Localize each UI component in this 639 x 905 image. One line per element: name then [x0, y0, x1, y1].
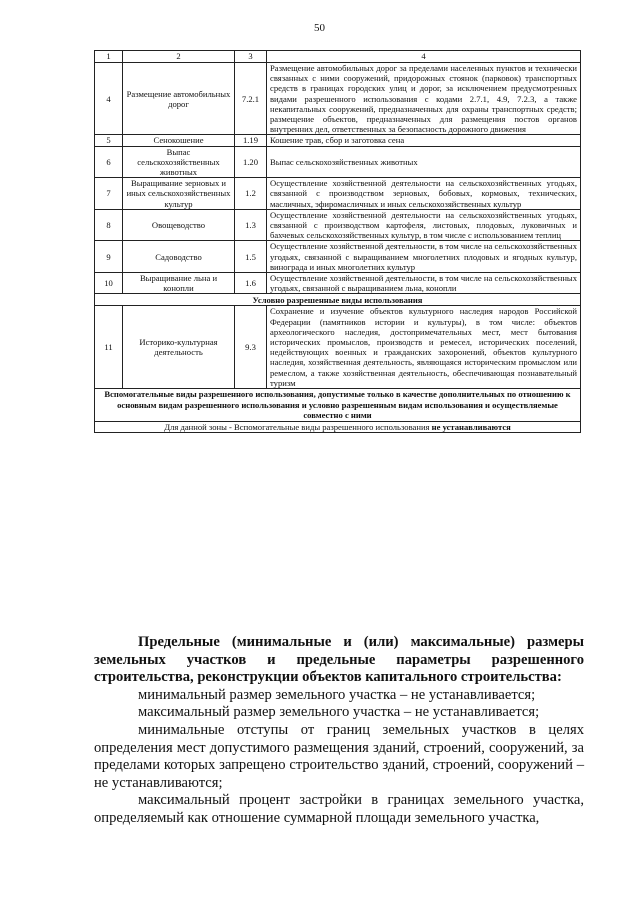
- use-type-code: 1.5: [235, 241, 267, 273]
- table-row: [95, 63, 581, 135]
- use-type-description: Сохранение и изучение объектов культурного наследия народов Российской Федерации (памятников истории и культуры), в том числе: объектов археологического наследия, достопримечательных мест, мест бытования исторических промыслов, производств и ремесел, исторических поселений, недействующих военных и гражданских захоронений, объектов культурного наследия, хозяйственная деятельность, являющаяся историческим промыслом или ремеслом, а также хозяйственная деятельность, обеспечивающая познавательный туризм: [267, 306, 581, 389]
- table-row: [95, 135, 581, 146]
- land-use-table: [94, 50, 581, 433]
- section-row-conditional: [95, 294, 581, 306]
- body-text: [94, 634, 584, 828]
- use-type-description: Осуществление хозяйственной деятельности на сельскохозяйственных угодьях, связанной с производством зерновых, бобовых, кормовых, технических, масличных, эфиромасличных и иных сельскохозяйственных культур: [267, 178, 581, 210]
- row-number: 11: [95, 306, 123, 389]
- zone-note: [95, 421, 581, 432]
- use-type-code: 1.2: [235, 178, 267, 210]
- use-type-description: Осуществление хозяйственной деятельности, в том числе на сельскохозяйственных угодьях, связанной с выращиванием льна, конопли: [267, 273, 581, 294]
- row-number: 10: [95, 273, 123, 294]
- table-header-row: [95, 51, 581, 63]
- use-type-description: Осуществление хозяйственной деятельности, в том числе на сельскохозяйственных угодьях, связанной с выращиванием многолетних плодовых и ягодных культур, винограда и иных многолетних культур: [267, 241, 581, 273]
- use-type-code: 9.3: [235, 306, 267, 389]
- page-number: 50: [314, 22, 325, 34]
- paragraph: минимальный размер земельного участка – не устанавливается;: [138, 686, 536, 703]
- table-row: [95, 178, 581, 210]
- section-row-auxiliary: [95, 389, 581, 422]
- use-type-description: Размещение автомобильных дорог за пределами населенных пунктов и технически связанных с ними сооружений, придорожных стоянок (парковок) транспортных средств в границах городских улиц и дорог, за исключением предусмотренных видами разрешенного использования с кодами 2.7.1, 4.9, 7.2.3, а также некапитальных сооружений, предназначенных для охраны транспортных средств; размещение объектов, предназначенных для размещения постов органов внутренних дел, ответственных за безопасность дорожного движения: [267, 63, 581, 135]
- table-row: [95, 241, 581, 273]
- use-type-name: Выращивание зерновых и иных сельскохозяйственных культур: [123, 178, 235, 210]
- paragraph: максимальный процент застройки в границах земельного участка, определяемый как отношение суммарной площади земельного участка,: [94, 792, 584, 826]
- section-title-conditional: Условно разрешенные виды использования: [95, 294, 581, 306]
- header-col-2: 2: [123, 51, 235, 63]
- header-col-1: 1: [95, 51, 123, 63]
- use-type-description: Кошение трав, сбор и заготовка сена: [267, 135, 581, 146]
- section-heading: Предельные (минимальные и (или) максимальные) размеры земельных участков и предельные параметры разрешенного строительства, реконструкции объектов капитального строительства:: [94, 634, 584, 686]
- use-type-name: Овощеводство: [123, 209, 235, 241]
- use-type-code: 1.3: [235, 209, 267, 241]
- row-number: 5: [95, 135, 123, 146]
- use-type-name: Садоводство: [123, 241, 235, 273]
- paragraph: максимальный размер земельного участка – не устанавливается;: [138, 704, 540, 721]
- zone-note-row: [95, 421, 581, 432]
- use-type-description: Выпас сельскохозяйственных животных: [267, 146, 581, 178]
- header-col-4: 4: [267, 51, 581, 63]
- use-type-name: Историко-культурная деятельность: [123, 306, 235, 389]
- table-row: [95, 273, 581, 294]
- zone-note-bold: не устанавливаются: [431, 421, 511, 432]
- use-type-name: Выпас сельскохозяйственных животных: [123, 146, 235, 178]
- table-row: [95, 306, 581, 389]
- row-number: 8: [95, 209, 123, 241]
- zone-note-prefix: Для данной зоны - Вспомогательные виды разрешенного использования: [164, 421, 430, 432]
- row-number: 9: [95, 241, 123, 273]
- row-number: 4: [95, 63, 123, 135]
- use-type-description: Осуществление хозяйственной деятельности на сельскохозяйственных угодьях, связанной с производством картофеля, листовых, плодовых, луковичных и бахчевых сельскохозяйственных культур, в том числе с использованием теплиц: [267, 209, 581, 241]
- use-type-code: 1.20: [235, 146, 267, 178]
- table-row: [95, 209, 581, 241]
- use-type-code: 7.2.1: [235, 63, 267, 135]
- paragraph: минимальные отступы от границ земельных участков в целях определения мест допустимого размещения зданий, строений, сооружений, за пределами которых запрещено строительство зданий, строений, сооружений – не устанавливаются;: [94, 721, 584, 791]
- use-type-code: 1.19: [235, 135, 267, 146]
- use-type-name: Размещение автомобильных дорог: [123, 63, 235, 135]
- table-row: [95, 146, 581, 178]
- row-number: 6: [95, 146, 123, 178]
- use-type-code: 1.6: [235, 273, 267, 294]
- header-col-3: 3: [235, 51, 267, 63]
- section-title-auxiliary: Вспомогательные виды разрешенного использования, допустимые только в качестве дополнительных по отношению к основным видам разрешенного использования и условно разрешенным видам использования и осуществляемые совместно с ними: [95, 389, 581, 422]
- use-type-name: Сенокошение: [123, 135, 235, 146]
- row-number: 7: [95, 178, 123, 210]
- use-type-name: Выращивание льна и конопли: [123, 273, 235, 294]
